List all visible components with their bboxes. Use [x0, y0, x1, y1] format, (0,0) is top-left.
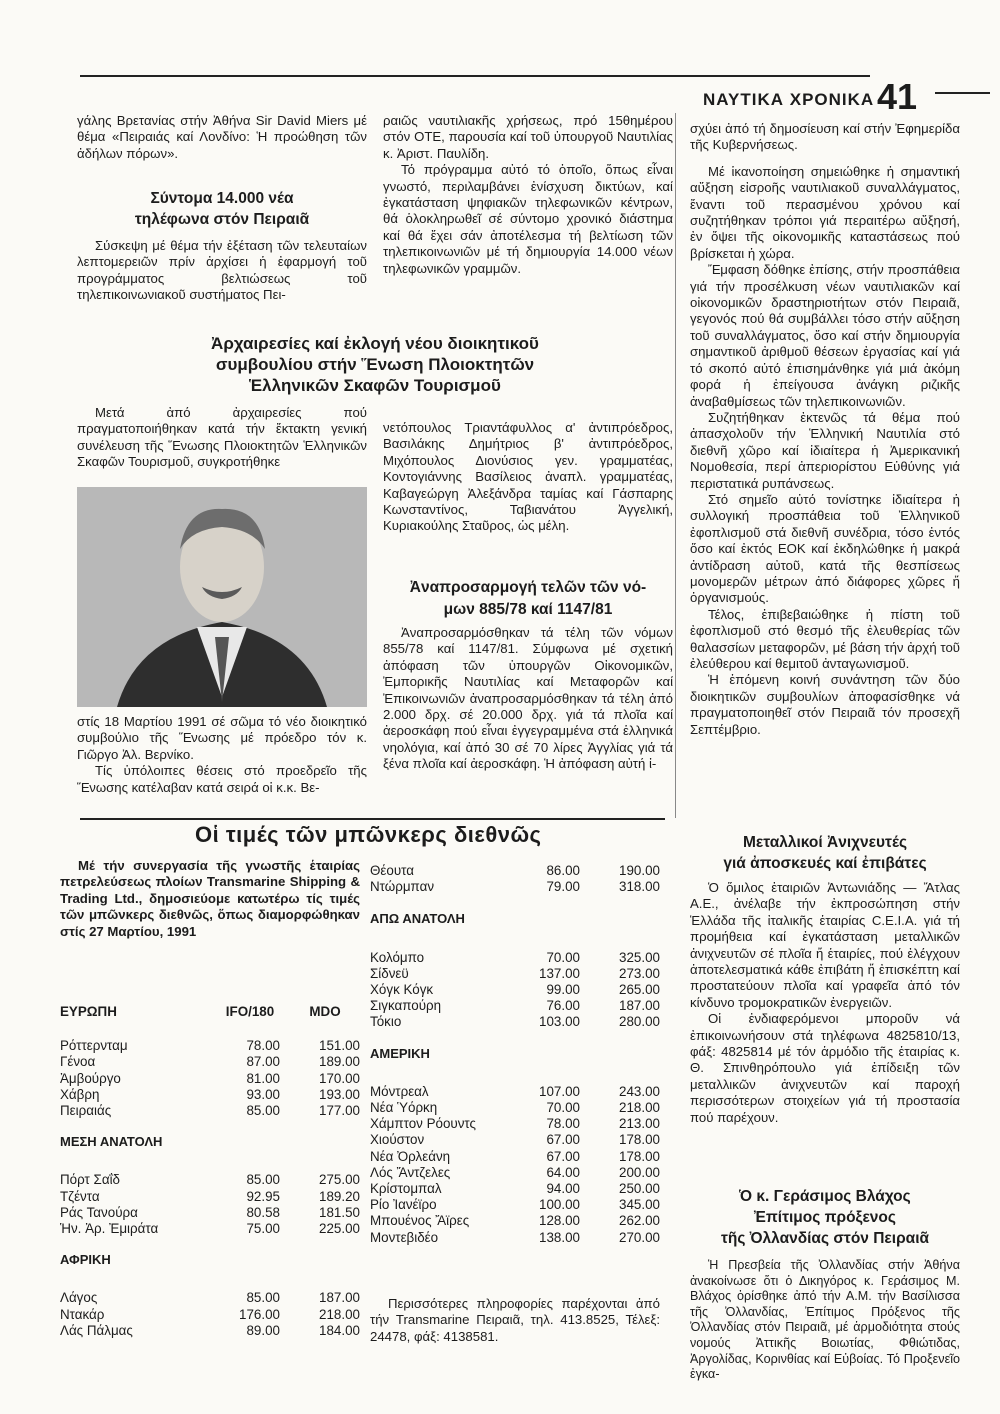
ifo-price: 128.00: [539, 1213, 580, 1229]
ifo-price: 80.58: [246, 1204, 280, 1220]
port-name: Ντώρμπαν: [370, 879, 435, 895]
mdo-price: 318.00: [619, 879, 660, 895]
ifo-price: 70.00: [546, 949, 580, 965]
consul-body: Ἡ Πρεσβεία τῆς Ὀλλανδίας στήν Ἀθήνα ἀνακοίνωσε ὅτι ὁ Δικηγόρος κ. Γεράσιμος Μ. Βλάχος ὁρίσθηκε ἀπό τήν Α.Μ. τήν Βασίλισσα τῆς Ὀλλανδίας, Ἐπίτιμος Πρόξενος τῆς Ὀλλανδίας στόν Πειραιᾶ, μέ ἁρμοδιότητα στούς νομούς Ἀττικῆς Βοιωτίας, Φθιώτιδας, Ἀργολίδας, Κορινθίας καί Εὐβοίας. Τό Προξενεῖο ἐγκα-: [690, 1258, 960, 1382]
port-name: Πόρτ Σαΐδ: [60, 1172, 121, 1188]
fees-title: Ἀναπροσαρμογή τελῶν τῶν νό- μων 885/78 καί 1147/81: [409, 579, 647, 618]
header-rule: [80, 75, 870, 77]
port-name: Λός Ἄντζελες: [370, 1164, 451, 1180]
magazine-title: ΝΑΥΤΙΚΑ ΧΡΟΝΙΚΑ: [703, 90, 875, 109]
ifo-price: 78.00: [546, 1116, 580, 1132]
ifo-price: 86.00: [546, 863, 580, 878]
phones-title: Σύντομα 14.000 νέα τηλέφωνα στόν Πειραιᾶ: [134, 190, 310, 228]
mdo-price: 190.00: [619, 863, 660, 878]
table-row: [370, 1165, 660, 1181]
port-name: Νέα Ὑόρκη: [370, 1100, 438, 1116]
table-row: [370, 1014, 660, 1030]
table-row: [60, 1087, 360, 1103]
ifo-price: 64.00: [546, 1164, 580, 1180]
mdo-price: 345.00: [619, 1197, 660, 1213]
mdo-price: 325.00: [619, 949, 660, 965]
port-name: Μοντεβιδέο: [370, 1229, 439, 1245]
table-row: [370, 982, 660, 998]
table-row: [60, 1323, 360, 1339]
mdo-price: 275.00: [319, 1172, 360, 1188]
table-row: [60, 1038, 360, 1054]
elections-body-3: νετόπουλος Τριαντάφυλλος α' ἀντιπρόεδρος, Βασιλάκης Δημήτριος β' ἀντιπρόεδρος, Μιχόπουλος Διονύσιος γεν. γραμματέας, Κοντογιάννης Βασίλειος ἀναπλ. γραμματέας, Καβαγεώργη Ἀλεξάνδρα ταμίας καί Γάσπαρης Κωνσταντίνος, Ταβιανάτου Ἀγγελική, Κυριακούλης Σταῦρος, ὡς μέλη.: [383, 420, 673, 534]
ifo-price: 75.00: [246, 1221, 280, 1237]
mdo-price: 189.20: [319, 1188, 360, 1204]
mdo-price: 178.00: [619, 1132, 660, 1148]
mdo-price: 262.00: [619, 1213, 660, 1229]
mdo-price: 151.00: [319, 1038, 360, 1054]
table-row: [60, 1172, 360, 1188]
region-middle-east: ΜΕΣΗ ΑΝΑΤΟΛΗ: [60, 1134, 163, 1150]
bunkers-table-right: [370, 863, 660, 1246]
bunkers-column-header: [60, 1004, 360, 1020]
portrait-image: [77, 487, 367, 707]
mdo-price: 265.00: [619, 982, 660, 998]
mdo-price: 187.00: [319, 1290, 360, 1306]
page-number: 41: [877, 76, 918, 117]
consul-title: Ὁ κ. Γεράσιμος Βλάχος Ἐπίτιμος πρόξενος τῆς Ὀλλανδίας στόν Πειραιᾶ: [720, 1188, 930, 1247]
ifo-price: 103.00: [539, 1014, 580, 1030]
elections-title: Ἀρχαιρεσίες καί ἐκλογή νέου διοικητικοῦ συμβουλίου στήν Ἕνωση Πλοιοκτητῶν Ἑλληνικῶν Σκαφῶν Τουρισμοῦ: [211, 334, 539, 395]
port-name: Λάς Πάλμας: [60, 1322, 133, 1338]
region-europe: ΕΥΡΩΠΗ: [60, 1004, 117, 1019]
mdo-price: 225.00: [319, 1221, 360, 1237]
ifo-price: 79.00: [546, 879, 580, 895]
region-america: ΑΜΕΡΙΚΗ: [370, 1045, 430, 1061]
ifo-price: 93.00: [246, 1086, 280, 1102]
port-name: Μόντρεαλ: [370, 1083, 429, 1099]
mdo-price: 273.00: [619, 965, 660, 981]
table-row: [370, 1213, 660, 1229]
mdo-header: MDO: [309, 1004, 341, 1019]
phones-body-left: Σύσκεψη μέ θέμα τήν ἐξέταση τῶν τελευταίων λεπτομερειῶν πρίν ἀρχίσει ἡ ἐφαρμογή τοῦ προγράμματος βελτιώσεως τοῦ τηλεπικοινωνιακοῦ συστήματος Πει-: [77, 238, 367, 303]
port-name: Λάγος: [60, 1290, 98, 1306]
europe-rows: [60, 1038, 360, 1119]
mdo-price: 177.00: [319, 1103, 360, 1119]
ifo-price: 85.00: [246, 1103, 280, 1119]
table-row: [370, 863, 660, 879]
mdo-price: 200.00: [619, 1164, 660, 1180]
header-rule-right: [935, 92, 990, 94]
table-row: [60, 1071, 360, 1087]
port-name: Ρόττερνταμ: [60, 1038, 128, 1054]
ifo-price: 138.00: [539, 1229, 580, 1245]
mdo-price: 250.00: [619, 1181, 660, 1197]
mdo-price: 178.00: [619, 1148, 660, 1164]
table-row: [370, 1149, 660, 1165]
africa-cont-rows: [370, 863, 660, 895]
ifo-price: 87.00: [246, 1054, 280, 1070]
fees-body: Ἀναπροσαρμόσθηκαν τά τέλη τῶν νόμων 855/78 καί 1147/81. Σύμφωνα μέ σχετική ἀπόφαση τῶν ὑπουργῶν Οἰκονομικῶν, Ἐμπορικῆς Ναυτιλίας καί Μεταφορῶν καί Ἐπικοινωνιῶν ἀναπροσαρμόσθηκαν τά τέλη ἀπό 2.000 δρχ. σέ 20.000 δρχ. γιά τά πλοῖα καί ἀεροσκάφη πού εἶναι ἐγγεγραμμένα στά ἑλληνικά νηολόγια, καί ἀπό 30 σέ 70 λίρες Ἀγγλίας γιά τά ξένα πλοῖα καί ἀεροσκάφη. Ἡ ἀπόφαση αὐτή ἰ-: [383, 625, 673, 772]
table-row: [370, 1084, 660, 1100]
article-continuation: γάλης Βρετανίας στήν Ἀθήνα Sir David Miers μέ θέμα «Πειραιάς καί Λονδίνο: Ἡ προώθηση τῶν ἀδήλων πόρων».: [77, 113, 367, 161]
port-name: Γένοα: [60, 1054, 96, 1070]
ifo-price: 76.00: [546, 998, 580, 1014]
mdo-price: 218.00: [319, 1306, 360, 1322]
ifo-price: 67.00: [546, 1132, 580, 1148]
table-row: [60, 1103, 360, 1119]
mdo-price: 218.00: [619, 1100, 660, 1116]
bunkers-intro: Μέ τήν συνεργασία τῆς γνωστῆς ἑταιρίας πετρελεύσεως πλοίων Transmarine Shipping & Trading Ltd., δημοσιεύομε κατωτέρω τίς τιμές τῶν μπῶνκερς διεθνῶς, ὅπως διαμορφώθηκαν στίς 27 Μαρτίου, 1991: [60, 858, 360, 939]
ifo-price: 85.00: [246, 1172, 280, 1188]
table-row: [370, 879, 660, 895]
region-far-east: ΑΠΩ ΑΝΑΤΟΛΗ: [370, 911, 465, 927]
mdo-price: 270.00: [619, 1229, 660, 1245]
mdo-price: 170.00: [319, 1070, 360, 1086]
port-name: Θέουτα: [370, 863, 414, 878]
table-row: [370, 966, 660, 982]
middle-east-rows: [60, 1172, 360, 1237]
ifo-price: 100.00: [539, 1197, 580, 1213]
ifo-price: 67.00: [546, 1148, 580, 1164]
elections-body-1: Μετά ἀπό ἀρχαιρεσίες πού πραγματοποιήθηκαν κατά τήν ἔκτακτη γενική συνέλευση τῆς Ἕνωσης Πλοιοκτητῶν Ἑλληνικῶν Σκαφῶν Τουρισμοῦ, συγκροτήθηκε: [77, 405, 367, 470]
ifo-header: IFO/180: [225, 1004, 275, 1019]
mdo-price: 213.00: [619, 1116, 660, 1132]
mdo-price: 181.50: [319, 1204, 360, 1220]
port-name: Κρίστομπαλ: [370, 1181, 442, 1197]
bunkers-title: Οἱ τιμές τῶν μπῶνκερς διεθνῶς: [195, 822, 542, 847]
column-rule: [675, 113, 676, 818]
bunkers-footer: Περισσότερες πληροφορίες παρέχονται ἀπό τήν Transmarine Πειραιᾶ, τηλ. 413.8525, Τέλεξ: 24478, φάξ: 4138581.: [370, 1296, 660, 1344]
ifo-price: 78.00: [246, 1038, 280, 1054]
far-east-rows: [370, 950, 660, 1031]
table-row: [60, 1290, 360, 1306]
table-row: [370, 1132, 660, 1148]
africa-rows: [60, 1290, 360, 1339]
port-name: Ράς Τανούρα: [60, 1204, 138, 1220]
port-name: Τζέντα: [60, 1188, 100, 1204]
mdo-price: 189.00: [319, 1054, 360, 1070]
port-name: Χόγκ Κόγκ: [370, 982, 434, 998]
mdo-price: 243.00: [619, 1083, 660, 1099]
table-row: [60, 1221, 360, 1237]
port-name: Σίδνεϋ: [370, 965, 409, 981]
detectors-title: Μεταλλικοί Ἀνιχνευτές γιά ἀποσκευές καί ἐπιβάτες: [723, 834, 927, 872]
ifo-price: 107.00: [539, 1083, 580, 1099]
table-row: [370, 1100, 660, 1116]
table-row: [60, 1189, 360, 1205]
ifo-price: 94.00: [546, 1181, 580, 1197]
ifo-price: 70.00: [546, 1100, 580, 1116]
mdo-price: 193.00: [319, 1086, 360, 1102]
america-rows: [370, 1084, 660, 1246]
ifo-price: 99.00: [546, 982, 580, 998]
bunkers-table-left: [60, 1004, 360, 1339]
president-photo: [77, 487, 367, 707]
mdo-price: 280.00: [619, 1014, 660, 1030]
ifo-price: 81.00: [246, 1070, 280, 1086]
elections-body-2: στίς 18 Μαρτίου 1991 σέ σῶμα τό νέο διοικητικό συμβούλιο τῆς Ἕνωσης μέ πρόεδρο τόν κ. Γιῶργο Ἀλ. Βερνίκο. Τίς ὑπόλοιπες θέσεις στό προεδρεῖο τῆς Ἕνωσης κατέλαβαν κατά σειρά οἱ κ.κ. Βε-: [77, 714, 367, 795]
ifo-price: 89.00: [246, 1322, 280, 1338]
table-row: [370, 1230, 660, 1246]
section-rule: [80, 818, 665, 820]
ifo-price: 176.00: [239, 1306, 280, 1322]
table-row: [370, 1116, 660, 1132]
port-name: Χιούστον: [370, 1132, 425, 1148]
mdo-price: 184.00: [319, 1322, 360, 1338]
table-row: [60, 1307, 360, 1323]
port-name: Πειραιάς: [60, 1103, 112, 1119]
port-name: Ἡν. Ἀρ. Ἐμιράτα: [60, 1221, 159, 1237]
mdo-price: 187.00: [619, 998, 660, 1014]
phones-body-right: ραιῶς ναυτιλιακῆς χρήσεως, πρό 15θημέρου στόν ΟΤΕ, παρουσία καί τοῦ ὑπουργοῦ Ναυτιλίας κ. Ἀριστ. Παυλίδη. Τό πρόγραμμα αὐτό τό ὁποῖο, ὅπως εἶναι γνωστό, περιλαμβάνει ἐνίσχυση δικτύων, καί ἐγκατάσταση ψηφιακῶν τηλεφωνικῶν κέντρων, θά ὁλοκληρωθεῖ σέ σύντομο χρονικό διάστημα καί θά ἔχει σάν ἀποτέλεσμα τή βελτίωση τῶν τηλεπικοινωνιῶν μέ τή δημιουργία 14.000 νέων τηλεφωνικῶν γραμμῶν.: [383, 113, 673, 276]
table-row: [370, 1197, 660, 1213]
ifo-price: 137.00: [539, 965, 580, 981]
port-name: Σιγκαπούρη: [370, 998, 442, 1014]
table-row: [60, 1205, 360, 1221]
table-row: [370, 998, 660, 1014]
port-name: Ρίο Ἰανέϊρο: [370, 1197, 437, 1213]
port-name: Νέα Ὀρλεάνη: [370, 1148, 451, 1164]
port-name: Κολόμπο: [370, 949, 425, 965]
ifo-price: 85.00: [246, 1290, 280, 1306]
port-name: Χάβρη: [60, 1086, 100, 1102]
col3-body: σχύει ἀπό τή δημοσίευση καί στήν Ἐφημερίδα τῆς Κυβερνήσεως. Μέ ἱκανοποίηση σημειώθηκε ἡ σημαντική αὔξηση εἰσροῆς ναυτιλιακοῦ συναλλάγματος, ἔναντι τοῦ περασμένου χρόνου καί συζητήθηκαν τρόποι γιά περαιτέρω αὔξησή, ἐν ὄψει τῆς οἰκονομικῆς καταστάσεως πού βρίσκεται ἡ χώρα. Ἔμφαση δόθηκε ἐπίσης, στήν προσπάθεια γιά τήν προσέλκυση νέων ναυτιλιακῶν καί οἰκονομικῶν δραστηριοτήτων στόν Πειραιᾶ, γεγονός πού θά συμβάλλει τόσο στήν αὔξηση τοῦ συναλλάγματος, ὅσο καί στήν δημιουργία σημαντικοῦ ἀριθμοῦ θέσεων ἐργασίας καί γιά τό σκοπό αὐτό ἐπισημάνθηκε γιά μιά ἀκόμη φορά ἡ ἐπείγουσα ἀνάγκη ριζικῆς ἀναβαθμίσεως τῶν τηλεπικοινωνιῶν. Συζητήθηκαν ἐκτενῶς τά θέμα πού ἀπασχολοῦν τήν Ἑλληνική Ναυτιλία στό διεθνῆ χῶρο καί ἰδιαίτερα ἡ Ἀμερικανική Νομοθεσία, περί ἀπεριορίστου Εὐθύνης γιά περιστατικά ρυπάνσεως. Στό σημεῖο αὐτό τονίστηκε ἰδιαίτερα ἡ συλλογική προσπάθεια τοῦ Ἑλληνικοῦ ἐφοπλισμοῦ στά διεθνῆ συνέδρια, τόσο ἐντός ὅσο καί ἐκτός ΕΟΚ καί ἐκδηλώθηκε ἡ μακρά ἀντίδραση αὐτοῦ, κατά τῆς θεσπίσεως μονομερῶν μέτρων ἀπό διάφορες χῶρες ἤ ὀργανισμούς. Τέλος, ἐπιβεβαιώθηκε ἡ πίστη τοῦ ἐφοπλισμοῦ στό θεσμό τῆς ἐλευθερίας τῶν θαλασσίων μεταφορῶν, μέ βάση τήν ἀρχή τοῦ ἐλεύθερου καί θεμιτοῦ ἀνταγωνισμοῦ. Ἡ ἑπόμενη κοινή συνάντηση τῶν δύο διοικητικῶν συμβουλίων ἀποφασίσθηκε νά πραγματοποιηθεῖ στόν Πειραιᾶ τόν προσεχῆ Σεπτέμβριο.: [690, 121, 960, 737]
port-name: Χάμπτον Ρόουντς: [370, 1116, 476, 1132]
region-africa: ΑΦΡΙΚΗ: [60, 1252, 111, 1268]
table-row: [60, 1054, 360, 1070]
port-name: Τόκιο: [370, 1014, 402, 1030]
table-row: [370, 1181, 660, 1197]
ifo-price: 92.95: [246, 1188, 280, 1204]
detectors-body: Ὁ ὅμιλος ἑταιριῶν Ἀντωνιάδης — Ἄτλας Α.Ε., ἀνέλαβε τήν ἐκπροσώπηση στήν Ἑλλάδα τῆς ἰταλικῆς ἑταιρίας C.E.I.A. γιά τή προμήθεια καί ἐγκατάσταση μεταλλικῶν ἀνιχνευτῶν σέ πλοῖα ἤ ἑταιρίες, πού ἐλέγχουν ἀποτελεσματικά κάθε ἐπιβάτη ἤ ἐπισκέπτη καί προστατεύουν πλοῖα καί γραφεῖα ἀπό τόν κίνδυνο τρομοκρατικῶν ἐνεργειῶν. Οἱ ἐνδιαφερόμενοι μποροῦν νά ἐπικοινωνήσουν στά τηλέφωνα 4825810/13, φάξ: 4825814 μέ τόν ἁρμόδιο τῆς ἑταιρίας κ. Θ. Σπινθηρόπουλο γιά ἐπίδειξη τῶν μεταλλικῶν ἀνιχνευτῶν καί παροχή περισσότερων στοιχείων γιά τή προστασία πού παρέχουν.: [690, 880, 960, 1125]
port-name: Ντακάρ: [60, 1306, 105, 1322]
table-row: [370, 950, 660, 966]
port-name: Ἀμβούργο: [60, 1070, 121, 1086]
port-name: Μπουένος Ἄϊρες: [370, 1213, 470, 1229]
